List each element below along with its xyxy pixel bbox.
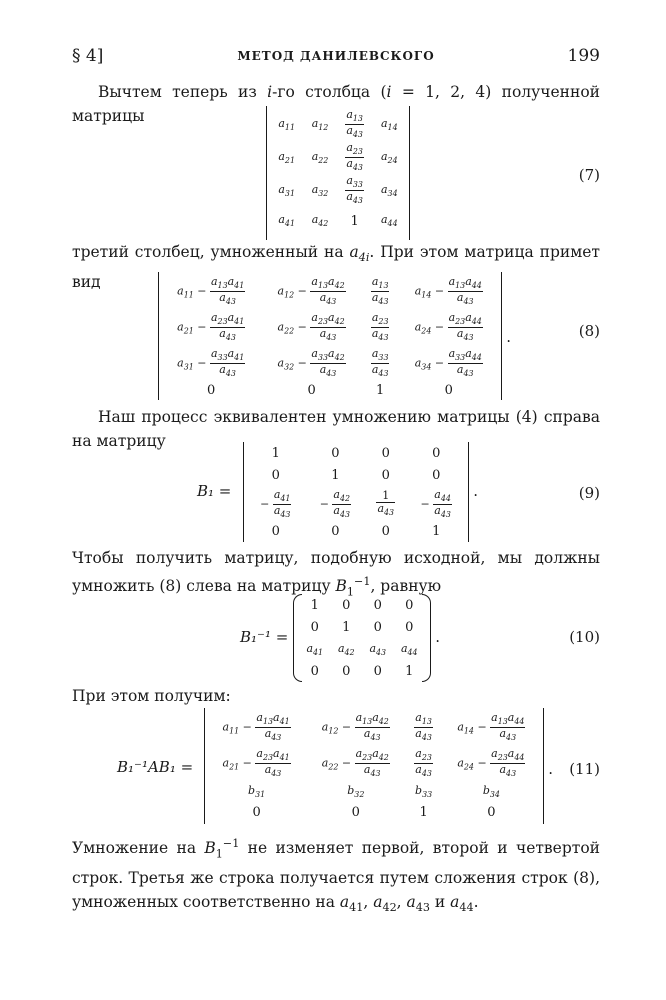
running-title: МЕТОД ДАНИЛЕВСКОГО [237,49,435,63]
page-header [72,46,600,68]
matrix-9: 1 0 0 0 0 1 0 0 − $\frac{a_{41}}{a_{43}}$ − $\frac{a_{42}}{a_{43}}$ $\frac{1}{a_{43}}$ − $\frac{a_{44}}{a_{43}}$ 0 0 0 1 . [243,442,469,542]
matrix-11: $a_{11}$ − $\frac{a_{13}a_{41}}{a_{43}}$ $a_{12}$ − $\frac{a_{13}a_{42}}{a_{43}}$ $\frac{a_{13}}{a_{43}}$ $a_{14}$ − $\frac{a_{13}a_{44}}{a_{43}}$ $a_{21}$ − $\frac{a_{23}a_{41}}{a_{43}}$ $a_{22}$ − $\frac{a_{23}a_{42}}{a_{43}}$ $\frac{a_{23}}{a_{43}}$ $a_{24}$ − $\frac{a_{23}a_{44}}{a_{43}}$ $b_{31}$ $b_{32}$ $b_{33}$ $b_{34}$ 0 0 1 0 . [204,708,544,824]
equation-number-9: (9) [578,484,600,502]
paragraph-3: Наш процесс эквивалентен умножению матрицы (4) справа на матрицу [72,408,600,450]
paragraph-5: При этом получим: [72,687,231,705]
matrix-7: $a_{11}$ $a_{12}$ $\frac{a_{13}}{a_{43}}$ $a_{14}$ $a_{21}$ $a_{22}$ $\frac{a_{23}}{a_{43}}$ $a_{24}$ $a_{31}$ $a_{32}$ $\frac{a_{33}}{a_{43}}$ $a_{34}$ $a_{41}$ $a_{42}$ 1 $a_{44}$ [266,106,410,240]
paragraph-4: Чтобы получить матрицу, подобную исходной, мы должны умножить (8) слева на матрицу $B_1^{-1}$, равную [72,549,600,599]
paragraph-2: третий столбец, умноженный на $a_{4i}$. При этом матрица примет вид [72,243,600,292]
matrix-8: $a_{11}$ − $\frac{a_{13}a_{41}}{a_{43}}$ $a_{12}$ − $\frac{a_{13}a_{42}}{a_{43}}$ $\frac{a_{13}}{a_{43}}$ $a_{14}$ − $\frac{a_{13}a_{44}}{a_{43}}$ $a_{21}$ − $\frac{a_{23}a_{41}}{a_{43}}$ $a_{22}$ − $\frac{a_{23}a_{42}}{a_{43}}$ $\frac{a_{23}}{a_{43}}$ $a_{24}$ − $\frac{a_{23}a_{44}}{a_{43}}$ $a_{31}$ − $\frac{a_{33}a_{41}}{a_{43}}$ $a_{32}$ − $\frac{a_{33}a_{42}}{a_{43}}$ $\frac{a_{33}}{a_{43}}$ $a_{34}$ − $\frac{a_{33}a_{44}}{a_{43}}$ 0 0 1 0 . [158,272,502,400]
lhs-10: B₁⁻¹ = [240,628,289,646]
lhs-11: B₁⁻¹AB₁ = [117,758,194,776]
matrix-10: 1 0 0 0 0 1 0 0 $a_{41}$ $a_{42}$ $a_{43}$ $a_{44}$ 0 0 0 1 . [293,594,431,682]
equation-number-7: (7) [578,166,600,184]
page-number: 199 [567,46,600,66]
lhs-9: B₁ = [197,482,232,500]
paragraph-6: Умножение на $B_1^{-1}$ не изменяет первой, второй и четвертой строк. Третья же строка получается путем сложения строк (8), умноженных соответственно на $a_{41}$, $a_{42}$, $a_{43}$ и $a_{44}$. [72,837,600,915]
paragraph-1: Вычтем теперь из i-го столбца (i = 1, 2, 4) полученной матрицы [72,83,600,125]
equation-number-11: (11) [569,760,600,778]
equation-number-8: (8) [578,322,600,340]
equation-number-10: (10) [569,628,600,646]
section-marker: § 4] [72,46,104,66]
